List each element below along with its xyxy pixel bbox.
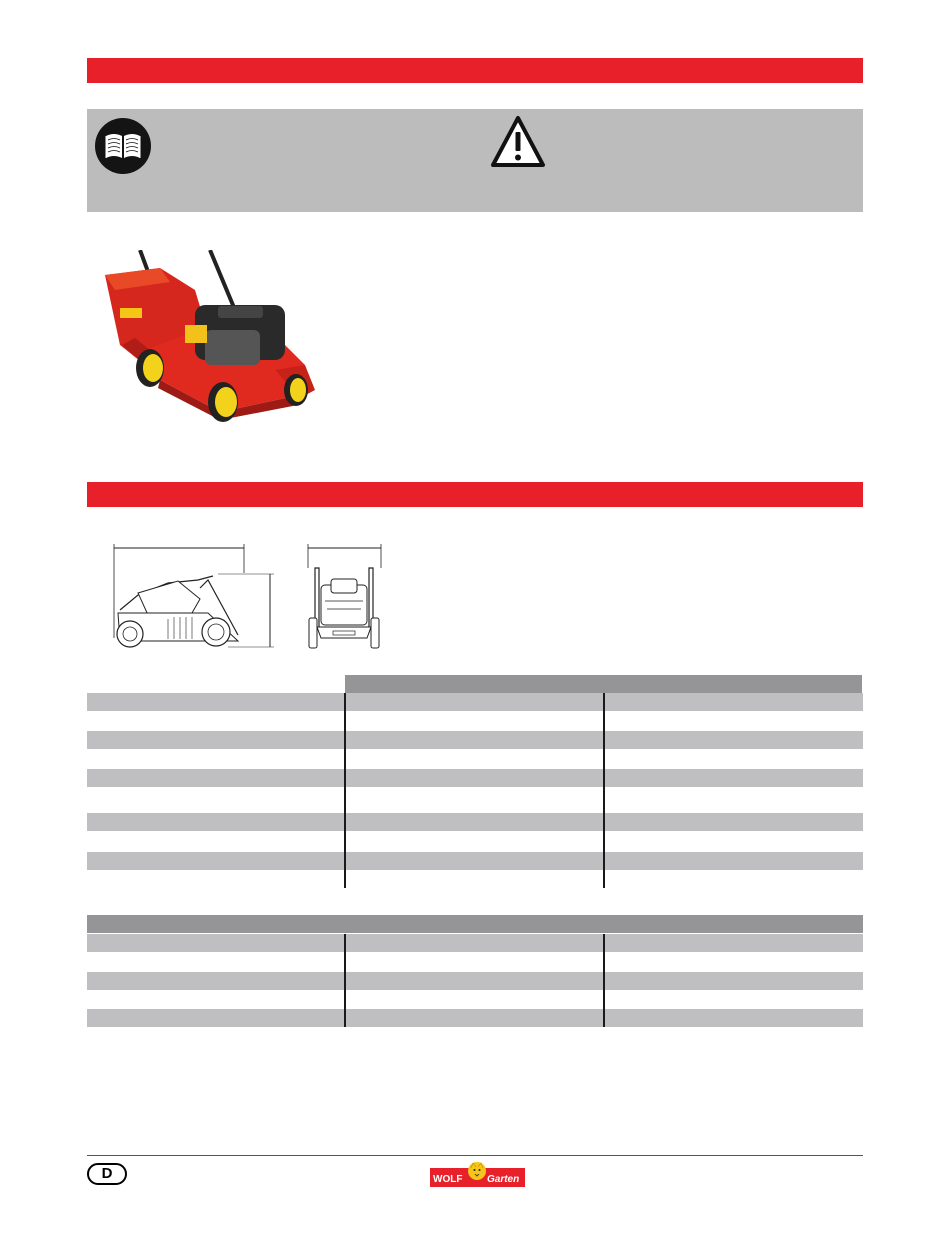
warning-triangle-icon bbox=[490, 115, 546, 169]
section-header-bar bbox=[87, 58, 863, 83]
column-divider bbox=[603, 934, 605, 1027]
open-book-icon bbox=[94, 117, 152, 175]
wolf-garten-logo bbox=[430, 1161, 525, 1188]
column-divider bbox=[344, 934, 346, 1027]
logo-word-garten: Garten bbox=[487, 1174, 520, 1185]
table-row bbox=[87, 813, 863, 831]
language-badge: D bbox=[87, 1163, 127, 1185]
lawn-mower-photo bbox=[100, 250, 325, 425]
table-row bbox=[87, 693, 863, 711]
table-row bbox=[87, 731, 863, 749]
table-row bbox=[87, 769, 863, 787]
column-divider bbox=[344, 693, 346, 888]
table-row bbox=[87, 934, 863, 952]
notice-panel bbox=[87, 109, 863, 212]
table-row bbox=[87, 852, 863, 870]
spec-table-header bbox=[345, 675, 862, 693]
side-dimension-drawing bbox=[108, 543, 278, 651]
specs-header-bar bbox=[87, 482, 863, 507]
logo-word-wolf: WOLF bbox=[433, 1174, 463, 1185]
front-dimension-drawing bbox=[303, 543, 385, 651]
table-row bbox=[87, 972, 863, 990]
spec-table-2-header bbox=[87, 915, 863, 933]
column-divider bbox=[603, 693, 605, 888]
table-row bbox=[87, 1009, 863, 1027]
footer-divider bbox=[87, 1155, 863, 1156]
